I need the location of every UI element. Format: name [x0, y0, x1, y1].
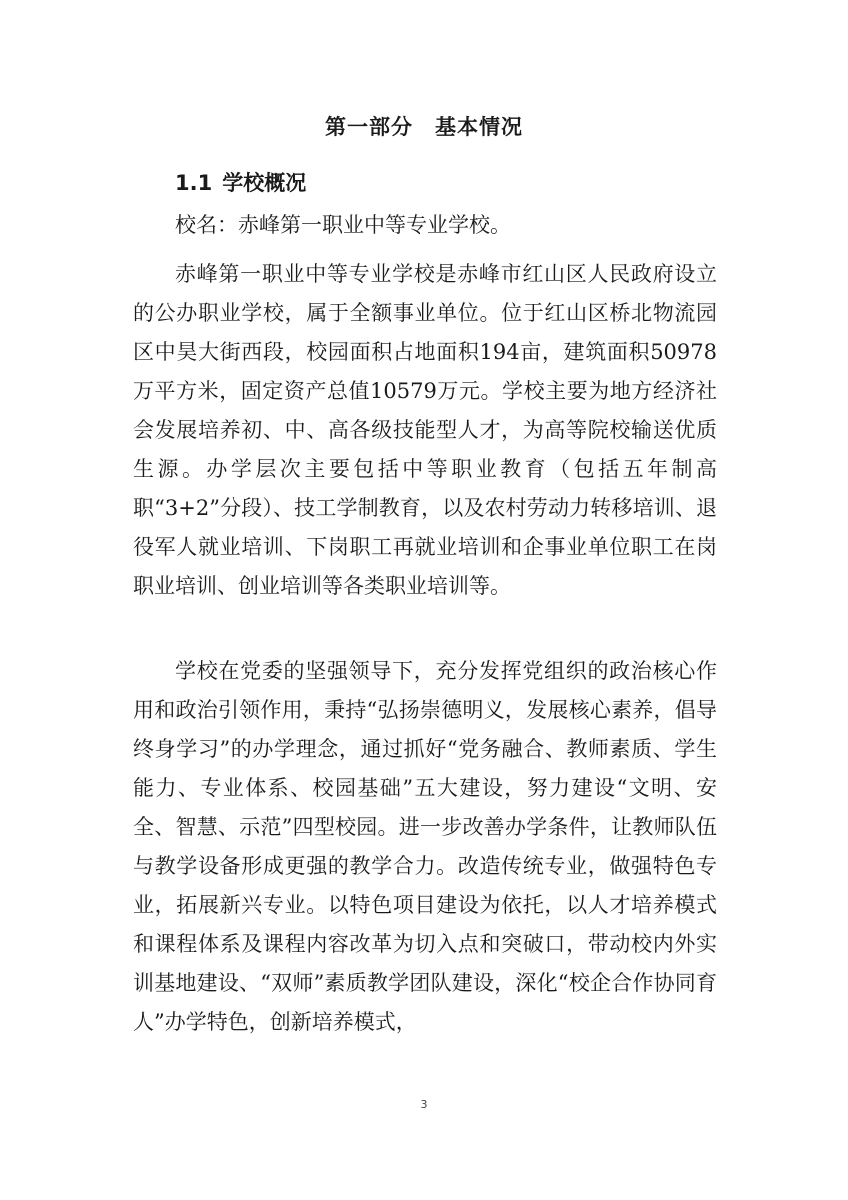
- page-number: 3: [420, 1098, 428, 1111]
- section-heading: [175, 167, 306, 197]
- section-title: 学校概况: [222, 171, 307, 195]
- paragraph-school-philosophy: 学校在党委的坚强领导下，充分发挥党组织的政治核心作用和政治引领作用，秉持“弘扬崇德明义，发展核心素养，倡导终身学习”的办学理念，通过抓好“党务融合、教师素质、学生能力、专业体系、校园基础”五大建设，努力建设“文明、安全、智慧、示范”四型校园。进一步改善办学条件，让教师队伍与教学设备形成更强的教学合力。改造传统专业，做强特色专业，拓展新兴专业。以特色项目建设为依托，以人才培养模式和课程体系及课程内容改革为切入点和突破口，带动校内外实训基地建设、“双师”素质教学团队建设，深化“校企合作协同育人”办学特色，创新培养模式，: [133, 659, 717, 1034]
- chapter-title: 第一部分 基本情况: [325, 115, 523, 139]
- school-name-line: 校名：赤峰第一职业中等专业学校。: [175, 213, 511, 237]
- section-number: 1.1: [175, 171, 213, 195]
- paragraph-school-intro: 赤峰第一职业中等专业学校是赤峰市红山区人民政府设立的公办职业学校，属于全额事业单位。位于红山区桥北物流园区中昊大街西段，校园面积占地面积194亩，建筑面积50978万平方米，固定资产总值10579万元。学校主要为地方经济社会发展培养初、中、高各级技能型人才，为高等院校输送优质生源。办学层次主要包括中等职业教育（包括五年制高职“3+2”分段）、技工学制教育，以及农村劳动力转移培训、退役军人就业培训、下岗职工再就业培训和企事业单位职工在岗职业培训、创业培训等各类职业培训等。: [133, 262, 717, 598]
